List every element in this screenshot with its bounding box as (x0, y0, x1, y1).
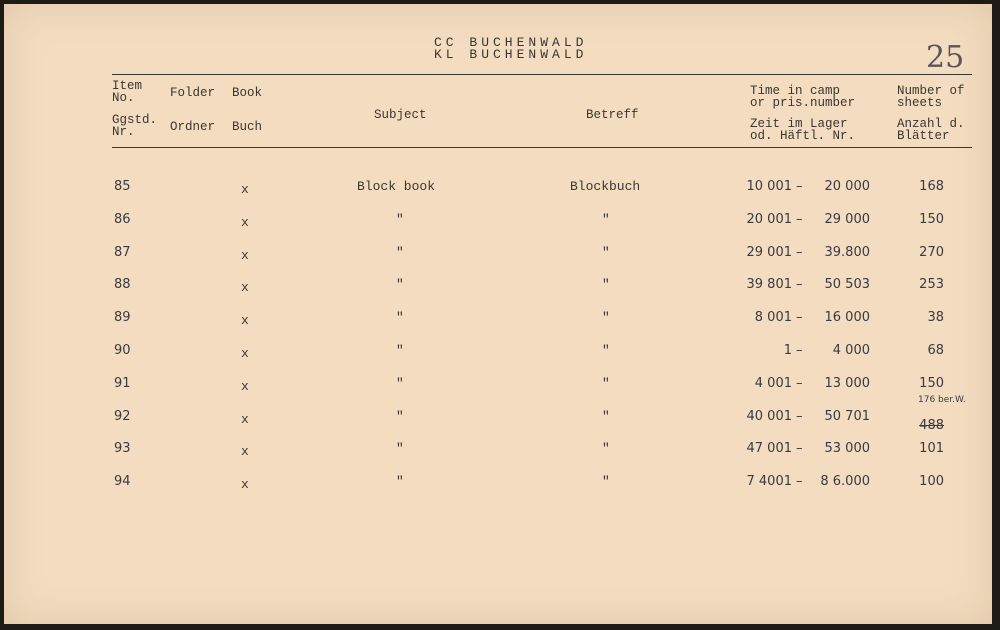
col-folder-de: Ordner (170, 120, 216, 134)
row-subject: " (396, 343, 404, 358)
col-item-de: Ggstd. Nr. (112, 113, 158, 139)
row-book-mark: x (241, 477, 249, 492)
row-subject: Block book (357, 179, 436, 194)
row-time-from: 40 001 (746, 409, 792, 424)
row-item-number: 94 (114, 474, 131, 489)
row-subject: " (396, 245, 404, 260)
row-time-dash: – (796, 310, 803, 325)
row-time-from: 47 001 (746, 441, 792, 456)
row-sheets: 100 (919, 474, 944, 489)
row-time-to: 8 6.000 (820, 474, 870, 489)
col-time-en: Time in camp or pris.number (750, 84, 856, 110)
row-subject: " (396, 376, 404, 391)
page-number: 25 (926, 40, 965, 75)
row-time-from: 1 (783, 343, 792, 358)
row-item-number: 90 (114, 343, 131, 358)
row-book-mark: x (241, 379, 249, 394)
row-time-to: 50 701 (824, 409, 870, 424)
row-betreff: " (602, 376, 610, 391)
row-book-mark: x (241, 444, 249, 459)
row-subject: " (396, 474, 404, 489)
row-time-from: 10 001 (746, 179, 792, 194)
row-betreff: " (602, 245, 610, 260)
row-sheets: 150 (919, 212, 944, 227)
row-betreff: " (602, 310, 610, 325)
row-sheets: 38 (927, 310, 944, 325)
row-betreff: " (602, 212, 610, 227)
row-betreff: " (602, 441, 610, 456)
row-time-to: 16 000 (824, 310, 870, 325)
row-time-from: 4 001 (754, 376, 792, 391)
header-top-rule (112, 74, 972, 75)
row-time-to: 13 000 (824, 376, 870, 391)
row-time-dash: – (796, 245, 803, 260)
ledger-page (4, 4, 992, 624)
row-time-dash: – (796, 343, 803, 358)
row-sheets: 168 (919, 179, 944, 194)
row-book-mark: x (241, 215, 249, 230)
header-bottom-rule (112, 147, 972, 148)
row-time-dash: – (796, 277, 803, 292)
row-book-mark: x (241, 313, 249, 328)
row-sheets: 68 (927, 343, 944, 358)
col-sheets-de: Anzahl d. Blätter (897, 117, 965, 143)
row-betreff: " (602, 277, 610, 292)
row-subject: " (396, 212, 404, 227)
title-kl: KL BUCHENWALD (434, 47, 588, 62)
row-time-to: 29 000 (824, 212, 870, 227)
row-book-mark: x (241, 248, 249, 263)
row-sheets: 101 (919, 441, 944, 456)
row-time-from: 8 001 (754, 310, 792, 325)
row-time-to: 20 000 (824, 179, 870, 194)
row-sheets: 488 (919, 418, 944, 433)
row-time-dash: – (796, 212, 803, 227)
row-betreff: " (602, 409, 610, 424)
col-time-de: Zeit im Lager od. Häftl. Nr. (750, 117, 856, 143)
row-item-number: 88 (114, 277, 131, 292)
row-sheets: 253 (919, 277, 944, 292)
row-time-dash: – (796, 376, 803, 391)
row-item-number: 92 (114, 409, 131, 424)
title-cc: CC BUCHENWALD (434, 35, 588, 50)
row-time-from: 20 001 (746, 212, 792, 227)
row-sheets: 150 (919, 376, 944, 391)
row-betreff: " (602, 474, 610, 489)
row-time-to: 4 000 (832, 343, 870, 358)
row-time-dash: – (796, 179, 803, 194)
row-subject: " (396, 277, 404, 292)
row-time-to: 50 503 (824, 277, 870, 292)
col-item-en: Item No. (112, 79, 143, 105)
row-book-mark: x (241, 346, 249, 361)
row-time-dash: – (796, 474, 803, 489)
row-time-from: 7 4001 (746, 474, 792, 489)
row-subject: " (396, 409, 404, 424)
col-book-de: Buch (232, 120, 263, 134)
row-betreff: Blockbuch (570, 179, 641, 194)
row-item-number: 89 (114, 310, 131, 325)
row-item-number: 93 (114, 441, 131, 456)
row-sheets: 270 (919, 245, 944, 260)
row-book-mark: x (241, 412, 249, 427)
row-book-mark: x (241, 280, 249, 295)
row-time-to: 39.800 (824, 245, 870, 260)
col-betreff: Betreff (586, 108, 639, 122)
row-item-number: 87 (114, 245, 131, 260)
row-item-number: 91 (114, 376, 131, 391)
row-sheets-note: 176 ber.W. (918, 395, 966, 405)
row-time-to: 53 000 (824, 441, 870, 456)
row-time-from: 39 801 (746, 277, 792, 292)
row-time-dash: – (796, 409, 803, 424)
row-subject: " (396, 441, 404, 456)
row-time-dash: – (796, 441, 803, 456)
col-folder-en: Folder (170, 86, 216, 100)
row-betreff: " (602, 343, 610, 358)
col-sheets-en: Number of sheets (897, 84, 965, 110)
row-book-mark: x (241, 182, 249, 197)
row-item-number: 85 (114, 179, 131, 194)
row-subject: " (396, 310, 404, 325)
row-item-number: 86 (114, 212, 131, 227)
col-book-en: Book (232, 86, 263, 100)
row-time-from: 29 001 (746, 245, 792, 260)
col-subject: Subject (374, 108, 427, 122)
